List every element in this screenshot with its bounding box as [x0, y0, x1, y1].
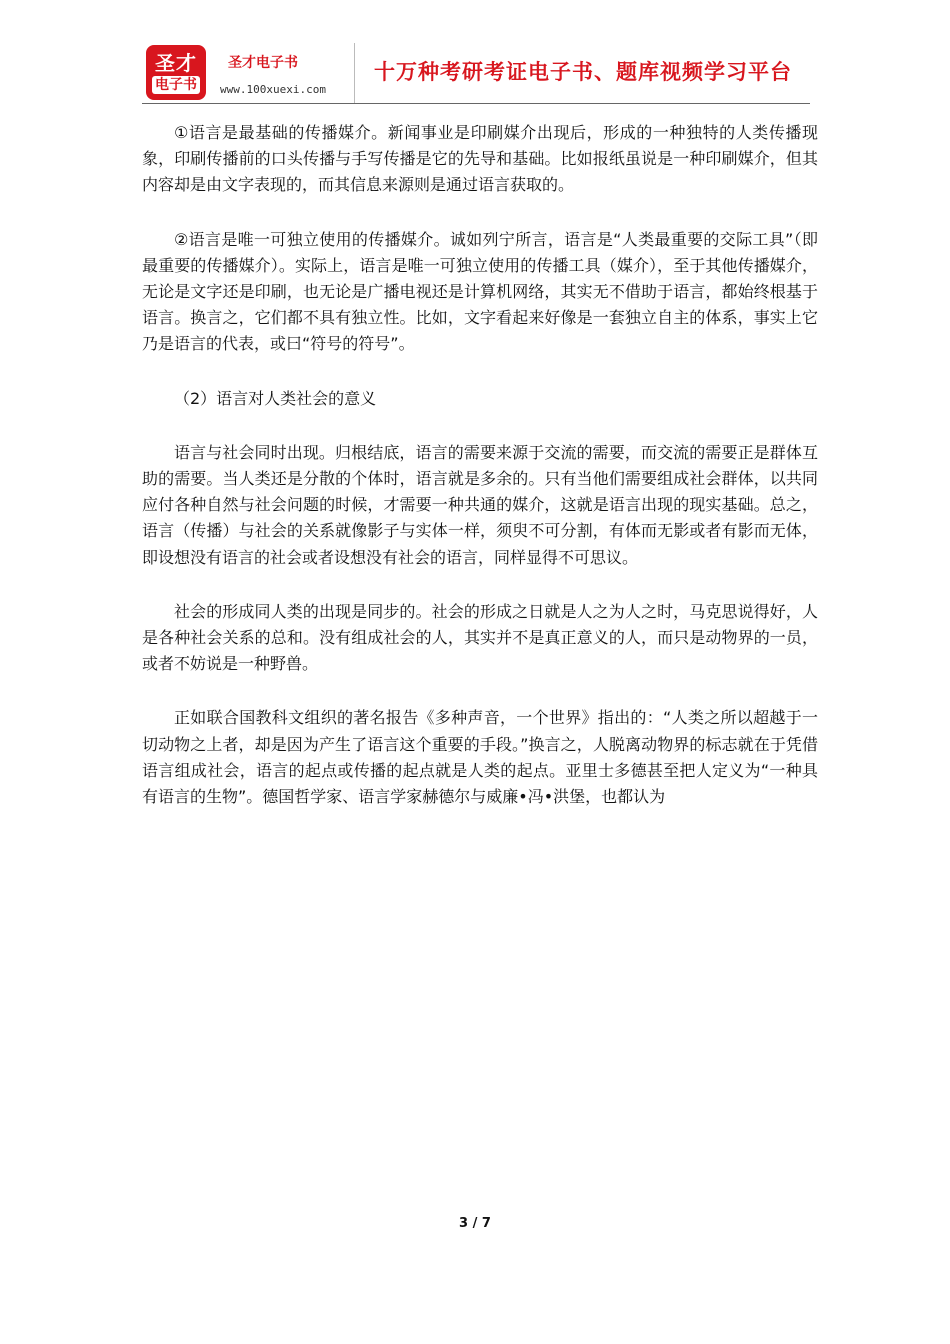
brand-name: 圣才电子书: [228, 55, 298, 71]
paragraph-1: ①语言是最基础的传播媒介。新闻事业是印刷媒介出现后，形成的一种独特的人类传播现象，印刷传播前的口头传播与手写传播是它的先导和基础。比如报纸虽说是一种印刷媒介，但其内容却是由文字表现的，而其信息来源则是通过语言获取的。: [142, 123, 818, 195]
paragraph-2: ②语言是唯一可独立使用的传播媒介。诚如列宁所言，语言是“人类最重要的交际工具”（即最重要的传播媒介）。实际上，语言是唯一可独立使用的传播工具（媒介），至于其他传播媒介，无论是文字还是印刷，也无论是广播电视还是计算机网络，其实无不借助于语言，都始终根基于语言。换言之，它们都不具有独立性。比如，文字看起来好像是一套独立自主的体系，事实上它乃是语言的代表，或曰“符号的符号”。: [142, 229, 818, 354]
page-number: 3 / 7: [459, 1216, 491, 1231]
paragraph-5: 正如联合国教科文组织的著名报告《多种声音，一个世界》指出的：“人类之所以超越于一切动物之上者，却是因为产生了语言这个重要的手段。”换言之，人脱离动物界的标志就在于凭借语言组成社会，语言的起点或传播的起点就是人类的起点。亚里士多德甚至把人定义为“一种具有语言的生物”。德国哲学家、语言学家赫德尔与威廉•冯•洪堡，也都认为: [142, 708, 818, 807]
paragraph-4: 社会的形成同人类的出现是同步的。社会的形成之日就是人之为人之时，马克思说得好，人是各种社会关系的总和。没有组成社会的人，其实并不是真正意义的人，而只是动物界的一员，或者不妨说是一种野兽。: [142, 601, 818, 674]
section-heading: （2）语言对人类社会的意义: [174, 388, 377, 408]
logo: [146, 45, 206, 100]
logo-text-top: 圣才: [155, 50, 197, 75]
logo-text-bottom: 电子书: [152, 76, 200, 94]
header-slogan: 十万种考研考证电子书、题库视频学习平台: [374, 60, 792, 84]
page-header: [142, 40, 810, 106]
header-divider: [354, 43, 355, 103]
header-rule: [142, 103, 810, 104]
document-body: [142, 120, 818, 838]
brand-url[interactable]: www.100xuexi.com: [220, 83, 326, 96]
paragraph-3: 语言与社会同时出现。归根结底，语言的需要来源于交流的需要，而交流的需要正是群体互助的需要。当人类还是分散的个体时，语言就是多余的。只有当他们需要组成社会群体，以共同应付各种自然与社会问题的时候，才需要一种共通的媒介，这就是语言出现的现实基础。总之，语言（传播）与社会的关系就像影子与实体一样，须臾不可分割，有体而无影或者有影而无体，即设想没有语言的社会或者设想没有社会的语言，同样显得不可思议。: [142, 442, 818, 567]
